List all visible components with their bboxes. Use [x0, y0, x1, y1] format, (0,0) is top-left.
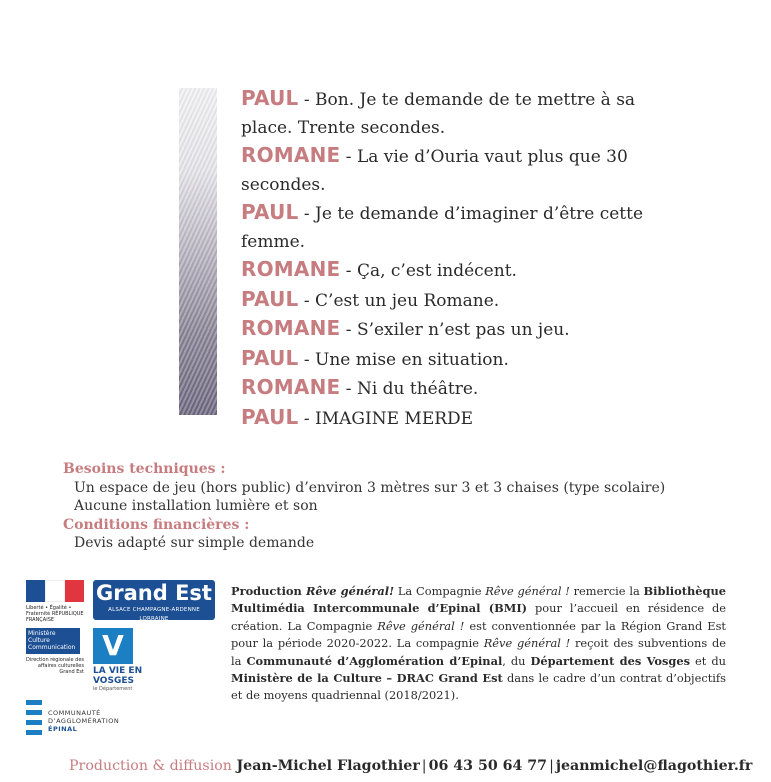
dialogue-text: - Ça, c’est indécent.: [340, 261, 517, 281]
decorative-texture-strip: [179, 88, 217, 415]
vosges-v-icon: V: [93, 628, 133, 664]
grand-est-logo: [93, 580, 215, 620]
contact-phone[interactable]: 06 43 50 64 77: [428, 758, 548, 774]
speaker-name: PAUL: [241, 404, 299, 429]
dialogue-line: [241, 286, 661, 316]
cae-line-1: COMMUNAUTÉ: [48, 709, 101, 717]
dialogue-text: - Une mise en situation.: [298, 349, 509, 370]
technical-requirements: [63, 460, 713, 553]
partner-logos: [26, 580, 226, 750]
drac-text: Direction régionale des affaires culturelles Grand Est: [26, 657, 84, 675]
footer-label: Production & diffusion: [69, 758, 232, 774]
dialogue-line: [241, 315, 661, 345]
prod-text: , du: [502, 653, 531, 668]
company-name: Rêve général!: [301, 584, 395, 598]
besoins-item: Un espace de jeu (hors public) d’environ 3 mètres sur 3 et 3 chaises (type scolaire): [74, 479, 666, 496]
bmi-name: Bibliothèque Multimédia Intercommunale d’Epinal (BMI): [231, 584, 726, 616]
republique-francaise-logo: [26, 580, 84, 624]
company-name-italic: Rêve général !: [483, 636, 571, 651]
prod-label: Production: [231, 584, 302, 598]
dialogue-line: [241, 256, 661, 286]
dialogue-text: - Bon. Je te demande de te mettre à sa place. Trente secondes.: [241, 90, 636, 138]
separator: |: [549, 758, 554, 774]
separator: |: [421, 758, 427, 774]
speaker-name: ROMANE: [241, 316, 341, 340]
contact-name: Jean-Michel Flagothier: [236, 758, 420, 774]
dialogue-line: [241, 85, 661, 142]
speaker-name: PAUL: [241, 200, 299, 224]
prod-text: reçoit des subventions de la: [231, 636, 726, 668]
cae-line-3: ÉPINAL: [48, 725, 78, 733]
grand-est-title: Grand Est: [96, 581, 212, 605]
dialogue-line: [241, 199, 661, 256]
dialogue-text: - C’est un jeu Romane.: [298, 290, 500, 311]
vosges-logo: [93, 628, 143, 698]
dialogue-line: [241, 404, 661, 434]
cae-bars-icon: [26, 700, 42, 740]
rf-logo-text: Liberté • Égalité • Fraternité RÉPUBLIQUE FRANÇAISE: [26, 605, 84, 623]
besoins-heading: Besoins techniques :: [63, 461, 226, 477]
culture-box: Ministère Culture Communication: [26, 628, 80, 654]
speaker-name: PAUL: [241, 286, 299, 311]
dialogue-line: [241, 374, 661, 404]
speaker-name: PAUL: [241, 86, 299, 110]
agglomeration-epinal-logo: [26, 698, 146, 744]
vosges-subtext: le Département: [93, 686, 133, 692]
dialogue-line: [241, 142, 661, 199]
dialogue-text: - Ni du théâtre.: [340, 379, 479, 399]
conditions-heading: Conditions financières :: [63, 516, 250, 533]
vosges-text: LA VIE EN VOSGES: [93, 666, 143, 686]
company-name-italic: Rêve général !: [485, 584, 570, 598]
prod-text: est conventionnée par la Région Grand Est pour la période 2020-2022. La compagnie: [231, 618, 727, 651]
dialogue-text: - S’exiler n’est pas un jeu.: [340, 320, 570, 340]
prod-text: et du: [690, 653, 726, 668]
dialogue-excerpt: [241, 85, 661, 433]
cae-line-2: D’AGGLOMÉRATION: [48, 717, 120, 725]
speaker-name: ROMANE: [241, 143, 341, 167]
conditions-item: Devis adapté sur simple demande: [74, 535, 315, 551]
grand-est-subtitle: ALSACE CHAMPAGNE-ARDENNE LORRAINE: [108, 607, 200, 622]
prod-text: La Compagnie: [394, 584, 486, 598]
prod-text: dans le cadre d’un contrat d’objectifs et de moyens quadriennal (2018/2021).: [231, 671, 726, 703]
contact-footer: [69, 756, 759, 776]
departement-name: Département des Vosges: [530, 653, 691, 668]
dialogue-text: - Je te demande d’imaginer d’être cette femme.: [241, 204, 644, 252]
dialogue-text: - IMAGINE MERDE: [298, 408, 474, 429]
speaker-name: ROMANE: [241, 257, 341, 281]
speaker-name: ROMANE: [241, 375, 341, 399]
dialogue-text: - La vie d’Ouria vaut plus que 30 secondes.: [241, 147, 628, 195]
agglo-name: Communauté d’Agglomération d’Epinal: [246, 653, 503, 668]
production-credits: [231, 583, 726, 705]
dialogue-line: [241, 345, 661, 375]
french-flag-icon: [26, 580, 84, 602]
speaker-name: PAUL: [241, 345, 299, 370]
ministere-culture-logo: [26, 628, 84, 686]
ministere-name: Ministère de la Culture – DRAC Grand Est: [231, 671, 503, 686]
company-name-italic: Rêve général !: [377, 618, 465, 633]
besoins-item: Aucune installation lumière et son: [74, 498, 318, 514]
prod-text: pour l’accueil en résidence de création. La Compagnie: [231, 601, 727, 633]
prod-text: remercie la: [569, 584, 644, 598]
contact-email[interactable]: jeanmichel@flagothier.fr: [555, 758, 753, 774]
